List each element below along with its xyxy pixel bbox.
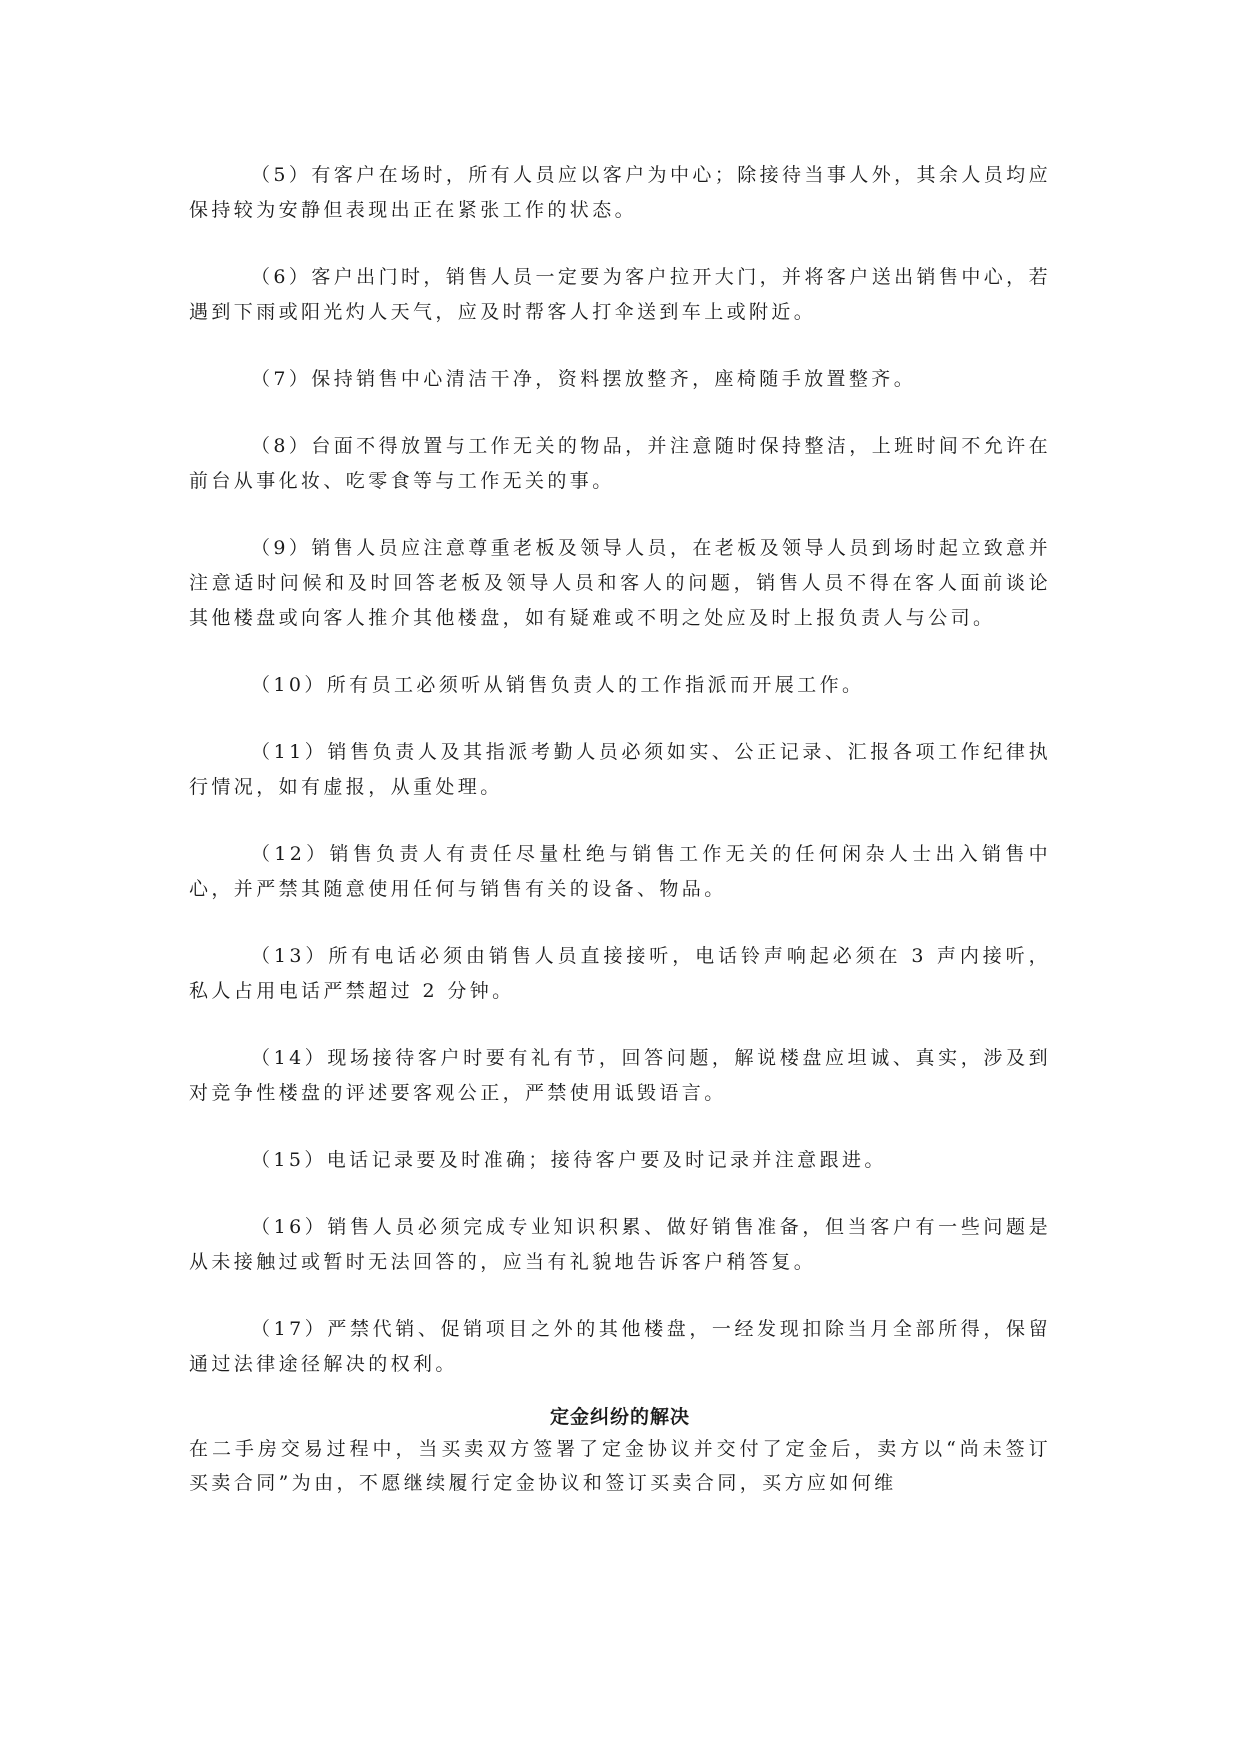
- rule-paragraph-16: （16）销售人员必须完成专业知识积累、做好销售准备，但当客户有一些问题是从未接触过或暂时无法回答的，应当有礼貌地告诉客户稍答复。: [189, 1216, 1051, 1273]
- section-body: 在二手房交易过程中，当买卖双方签署了定金协议并交付了定金后，卖方以“尚未签订买卖合同”为由，不愿继续履行定金协议和签订买卖合同，买方应如何维: [189, 1438, 1051, 1494]
- rule-paragraph-9: （9）销售人员应注意尊重老板及领导人员，在老板及领导人员到场时起立致意并注意适时问候和及时回答老板及领导人员和客人的问题，销售人员不得在客人面前谈论其他楼盘或向客人推介其他楼盘，如有疑难或不明之处应及时上报负责人与公司。: [189, 537, 1051, 629]
- rule-paragraph-12: （12）销售负责人有责任尽量杜绝与销售工作无关的任何闲杂人士出入销售中心，并严禁其随意使用任何与销售有关的设备、物品。: [189, 843, 1051, 900]
- document-page: [189, 158, 1051, 1500]
- rule-paragraph-11: （11）销售负责人及其指派考勤人员必须如实、公正记录、汇报各项工作纪律执行情况，如有虚报，从重处理。: [189, 741, 1051, 798]
- rule-paragraph-7: （7）保持销售中心清洁干净，资料摆放整齐，座椅随手放置整齐。: [251, 368, 917, 390]
- rule-paragraph-10: （10）所有员工必须听从销售负责人的工作指派而开展工作。: [251, 674, 865, 696]
- rule-paragraph-13: （13）所有电话必须由销售人员直接接听，电话铃声响起必须在 3 声内接听，私人占用电话严禁超过 2 分钟。: [189, 945, 1051, 1002]
- section-heading: 定金纠纷的解决: [549, 1406, 690, 1428]
- rule-paragraph-17: （17）严禁代销、促销项目之外的其他楼盘，一经发现扣除当月全部所得，保留通过法律途径解决的权利。: [189, 1318, 1051, 1375]
- rule-paragraph-6: （6）客户出门时，销售人员一定要为客户拉开大门，并将客户送出销售中心，若遇到下雨或阳光灼人天气，应及时帮客人打伞送到车上或附近。: [189, 266, 1051, 323]
- rule-paragraph-5: （5）有客户在场时，所有人员应以客户为中心；除接待当事人外，其余人员均应保持较为安静但表现出正在紧张工作的状态。: [189, 164, 1051, 221]
- rule-paragraph-14: （14）现场接待客户时要有礼有节，回答问题，解说楼盘应坦诚、真实，涉及到对竞争性楼盘的评述要客观公正，严禁使用诋毁语言。: [189, 1047, 1051, 1104]
- rule-paragraph-15: （15）电话记录要及时准确；接待客户要及时记录并注意跟进。: [251, 1149, 887, 1171]
- rule-paragraph-8: （8）台面不得放置与工作无关的物品，并注意随时保持整洁，上班时间不允许在前台从事化妆、吃零食等与工作无关的事。: [189, 435, 1051, 492]
